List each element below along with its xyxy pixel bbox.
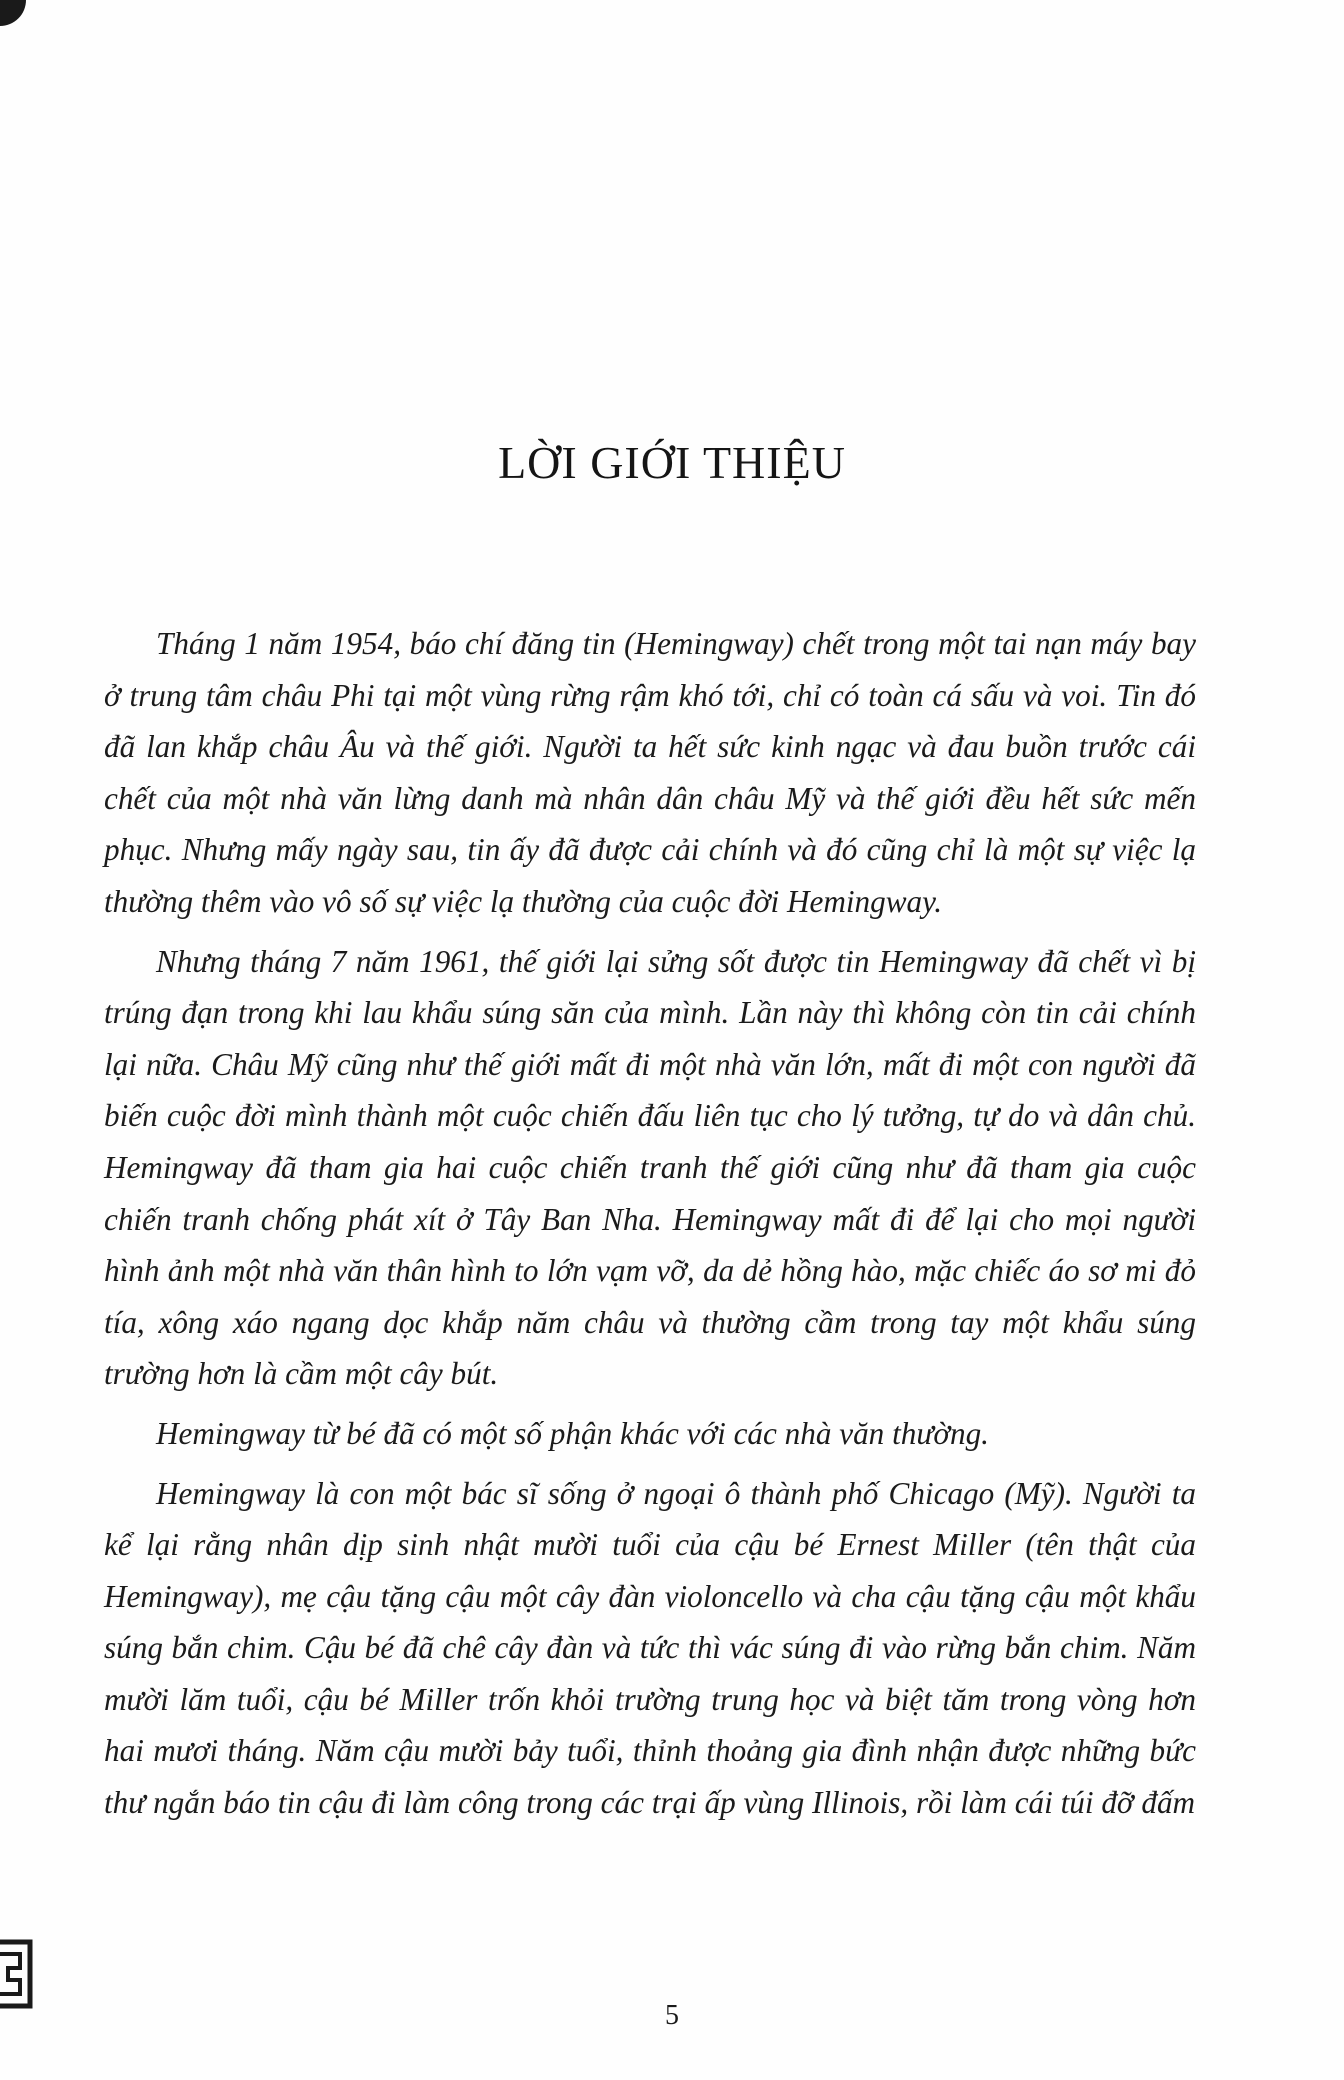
paragraph-2: Nhưng tháng 7 năm 1961, thế giới lại sửng sốt được tin Hemingway đã chết vì bị trúng đạn trong khi lau khẩu súng săn của mình. Lần này thì không còn tin cải chính lại nữa. Châu Mỹ cũng như thế giới mất đi một nhà văn lớn, mất đi một con người đã biến cuộc đời mình thành một cuộc chiến đấu liên tục cho lý tưởng, tự do và dân chủ. Hemingway đã tham gia hai cuộc chiến tranh thế giới cũng như đã tham gia cuộc chiến tranh chống phát xít ở Tây Ban Nha. Hemingway mất đi để lại cho mọi người hình ảnh một nhà văn thân hình to lớn vạm vỡ, da dẻ hồng hào, mặc chiếc áo sơ mi đỏ tía, xông xáo ngang dọc khắp năm châu và thường cầm trong tay một khẩu súng trường hơn là cầm một cây bút. [104, 943, 1196, 1392]
page-corner-mark [0, 0, 26, 26]
paragraph-1: Tháng 1 năm 1954, báo chí đăng tin (Hemingway) chết trong một tai nạn máy bay ở trung tâm châu Phi tại một vùng rừng rậm khó tới, chỉ có toàn cá sấu và voi. Tin đó đã lan khắp châu Âu và thế giới. Người ta hết sức kinh ngạc và đau buồn trước cái chết của một nhà văn lừng danh mà nhân dân châu Mỹ và thế giới đều hết sức mến phục. Nhưng mấy ngày sau, tin ấy đã được cải chính và đó cũng chỉ là một sự việc lạ thường thêm vào vô số sự việc lạ thường của cuộc đời Hemingway. [104, 626, 1196, 919]
chapter-title: LỜI GIỚI THIỆU [498, 437, 846, 488]
paragraph-4: Hemingway là con một bác sĩ sống ở ngoại ô thành phố Chicago (Mỹ). Người ta kể lại rằng nhân dịp sinh nhật mười tuổi của cậu bé Ernest Miller (tên thật của Hemingway), mẹ cậu tặng cậu một cây đàn violoncello và cha cậu tặng cậu một khẩu súng bắn chim. Cậu bé đã chê cây đàn và tức thì vác súng đi vào rừng bắn chim. Năm mười lăm tuổi, cậu bé Miller trốn khỏi trường trung học và biệt tăm trong vòng hơn hai mươi tháng. Năm cậu mười bảy tuổi, thỉnh thoảng gia đình nhận được những bức thư ngắn báo tin cậu đi làm công trong các trại ấp vùng Illinois, rồi làm cái túi đỡ đấm [104, 1475, 1196, 1821]
page-number: 5 [665, 2000, 679, 2031]
paragraph-3: Hemingway từ bé đã có một số phận khác với các nhà văn thường. [156, 1415, 989, 1451]
body-text [104, 618, 1196, 1837]
